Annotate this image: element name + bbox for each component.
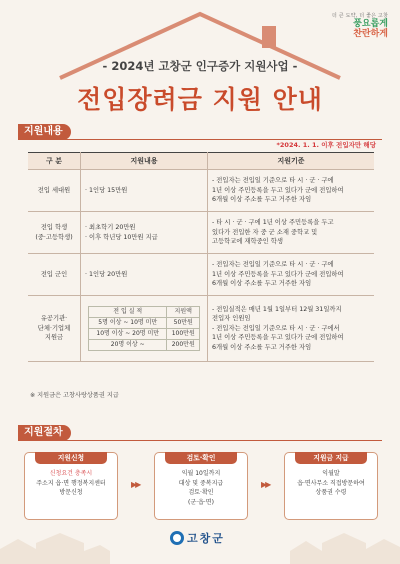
row-content: · 최초학기 20만원 · 이후 학년당 10만원 지급 — [81, 212, 208, 254]
arrow-icon: ▶▶ — [261, 480, 270, 489]
county-logo — [332, 12, 388, 39]
table-header-row — [28, 153, 374, 170]
poster-title: 전입장려금 지원 안내 — [77, 85, 323, 114]
step-line: 읍·면사무소 직접방문하여 — [297, 479, 365, 487]
step-line: 익월말 — [322, 470, 340, 477]
row-category: 전입 세대원 — [28, 170, 81, 212]
step-apply — [24, 452, 118, 520]
subtable-header: 지원액 — [167, 307, 200, 318]
table-row — [28, 212, 374, 254]
step-line: 방문신청 — [59, 489, 83, 496]
poster-subtitle: - 2024년 고창군 인구증가 지원사업 - — [102, 59, 298, 73]
step-title: 검토·확인 — [165, 452, 237, 464]
eligibility-note: *2024. 1. 1. 이후 전입자만 해당 — [276, 141, 376, 149]
support-table — [28, 152, 374, 362]
logo-brand-line1: 풍요롭게 — [353, 19, 388, 29]
step-line: 익월 10일까지 — [181, 470, 221, 477]
row-criteria: - 전입자는 전입일 기준으로 타 시 · 군 · 구에 1년 이상 주민등록을 두고 있다가 군에 전입하여 6개월 이상 주소를 두고 거주한 자임 — [208, 254, 375, 296]
subtable-cell: 100만원 — [167, 329, 200, 340]
subtable-cell: 200만원 — [167, 340, 200, 351]
header-category: 구 분 — [28, 153, 81, 170]
subtable-cell: 50만원 — [167, 318, 200, 329]
subtable-cell: 10명 이상 ~ 20명 미만 — [89, 329, 167, 340]
row-content: · 1인당 15만원 — [81, 170, 208, 212]
step-title: 지원신청 — [35, 452, 107, 464]
logo-tagline: 더 큰 도약, 더 좋은 고창 — [331, 13, 388, 19]
step-review — [154, 452, 248, 520]
step-line: 대상 및 중복지급 — [178, 479, 224, 487]
step-body — [157, 469, 245, 507]
row-criteria: - 타 시 · 군 · 구에 1년 이상 주민등록을 두고 있다가 전입한 자 중 군 소재 중학교 및 고등학교에 재학중인 학생 — [208, 212, 375, 254]
step-body — [287, 469, 375, 498]
step-body — [27, 469, 115, 498]
section-support-procedure: 지원절차 — [18, 425, 71, 441]
county-office-logo — [170, 530, 225, 546]
step-line: 신청요건 충족시 — [49, 470, 93, 477]
section-divider — [18, 440, 382, 441]
arrow-icon: ▶▶ — [131, 480, 140, 489]
row-category: 전입 군인 — [28, 254, 81, 296]
step-line: (군·읍·면) — [188, 498, 214, 506]
step-line: 주소지 읍·면 행정복지센터 — [36, 479, 106, 487]
table-row — [28, 296, 374, 362]
performance-subtable — [88, 306, 200, 351]
step-line: 검토·확인 — [188, 489, 214, 496]
subtable-cell: 5명 이상 ~ 10명 미만 — [89, 318, 167, 329]
row-content-subtable — [81, 296, 208, 362]
step-title: 지원금 지급 — [295, 452, 367, 464]
step-payment — [284, 452, 378, 520]
step-line: 상품권 수령 — [315, 489, 347, 496]
row-content: · 1인당 20만원 — [81, 254, 208, 296]
county-name: 고창군 — [187, 532, 225, 545]
row-category: 유공기관· 단체·기업체 지원금 — [28, 296, 81, 362]
row-criteria: - 전입실적은 매년 1월 1일부터 12월 31일까지 전입자 인원임 - 전입자는 전입일 기준으로 타 시 · 군 · 구에서 1년 이상 주민등록을 두고 있다가 군에 전입하여 6개월 이상 주소를 두고 거주한 자임 — [208, 296, 375, 362]
section-support-content: 지원내용 — [18, 124, 71, 140]
emblem-icon — [170, 531, 184, 545]
payment-footnote: ※ 지원금은 고창사랑상품권 지급 — [30, 392, 119, 399]
logo-brand-line2: 찬란하게 — [353, 29, 388, 39]
row-criteria: - 전입자는 전입일 기준으로 타 시 · 군 · 구에 1년 이상 주민등록을 두고 있다가 군에 전입하여 6개월 이상 주소를 두고 거주한 자임 — [208, 170, 375, 212]
row-category: 전입 학생 (중·고등학생) — [28, 212, 81, 254]
header-criteria: 지원기준 — [208, 153, 375, 170]
table-row — [28, 254, 374, 296]
header-content: 지원내용 — [81, 153, 208, 170]
subtable-cell: 20명 이상 ~ — [89, 340, 167, 351]
table-row — [28, 170, 374, 212]
subtable-header: 전 입 실 적 — [89, 307, 167, 318]
